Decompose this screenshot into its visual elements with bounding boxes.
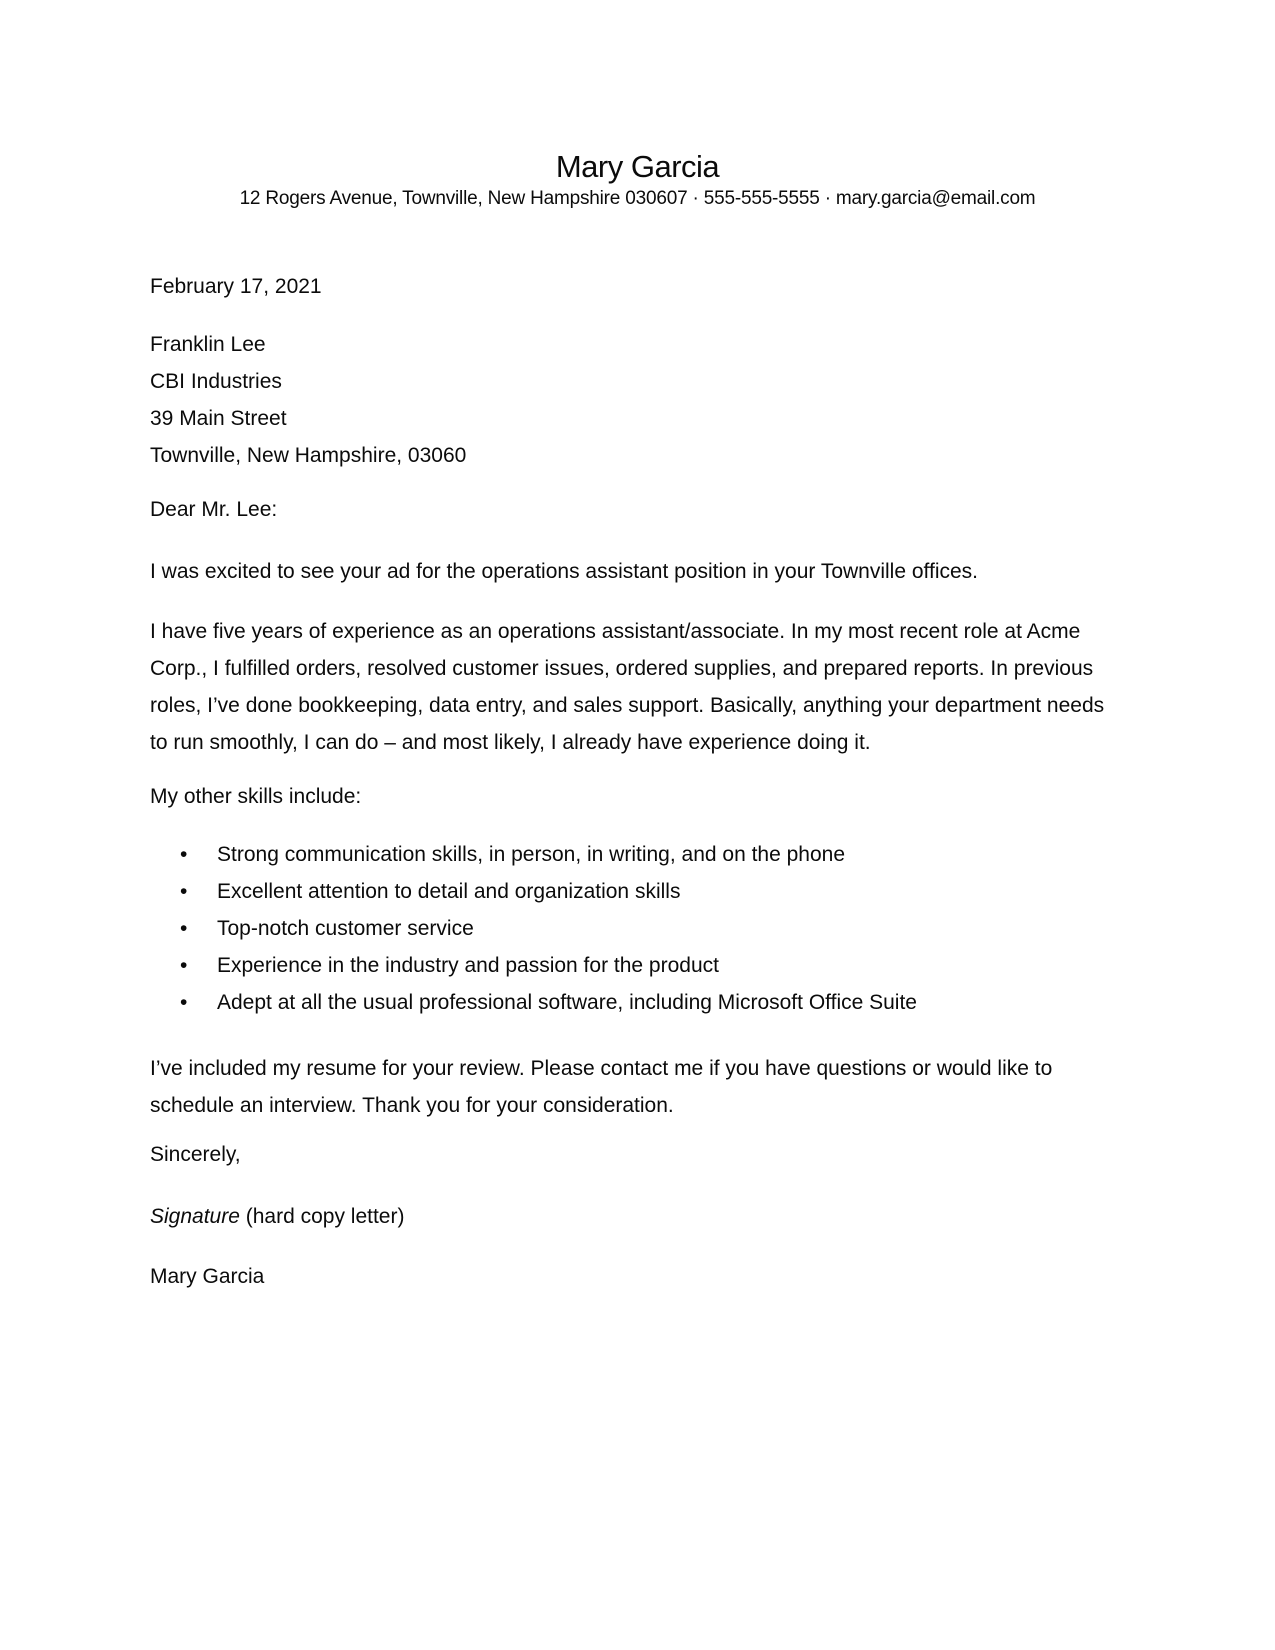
recipient-street: 39 Main Street [150,407,287,430]
skill-item: • Experience in the industry and passion for the product [150,947,1125,984]
letterhead [150,148,1125,212]
recipient-company: CBI Industries [150,370,282,393]
skill-item: • Adept at all the usual professional software, including Microsoft Office Suite [150,984,1125,1021]
signature-placeholder: Signature [150,1205,240,1228]
sender-contact-line: 12 Rogers Avenue, Townville, New Hampshire 030607 · 555-555-5555 · mary.garcia@email.com [239,188,1036,209]
skill-item: • Excellent attention to detail and organization skills [150,873,1125,910]
skills-intro-line: My other skills include: [150,785,362,808]
typed-signature-name: Mary Garcia [150,1265,265,1288]
salutation: Dear Mr. Lee: [150,498,278,521]
closing-salutation: Sincerely, [150,1143,241,1166]
cover-letter [150,148,1125,1295]
recipient-city-line: Townville, New Hampshire, 03060 [150,444,467,467]
skill-item: • Strong communication skills, in person, in writing, and on the phone [150,836,1125,873]
signature-line [150,1198,1125,1235]
skills-list [150,836,1125,1021]
letter-date: February 17, 2021 [150,275,322,298]
sender-name: Mary Garcia [555,149,720,184]
recipient-address-block [150,326,1125,474]
skill-item: • Top-notch customer service [150,910,1125,947]
closing-paragraph: I’ve included my resume for your review. Please contact me if you have questions or would like to schedule an interview. Thank you for your consideration. [150,1057,1053,1117]
intro-paragraph: I was excited to see your ad for the operations assistant position in your Townville offices. [150,560,979,583]
recipient-name: Franklin Lee [150,333,266,356]
signature-note: (hard copy letter) [239,1205,405,1228]
letter-body [150,268,1125,1295]
experience-paragraph: I have five years of experience as an operations assistant/associate. In my most recent role at Acme Corp., I fulfilled orders, resolved customer issues, ordered supplies, and prepared reports. In previous roles, I’ve done bookkeeping, data entry, and sales support. Basically, anything your department needs to run smoothly, I can do – and most likely, I already have experience doing it. [150,620,1105,754]
